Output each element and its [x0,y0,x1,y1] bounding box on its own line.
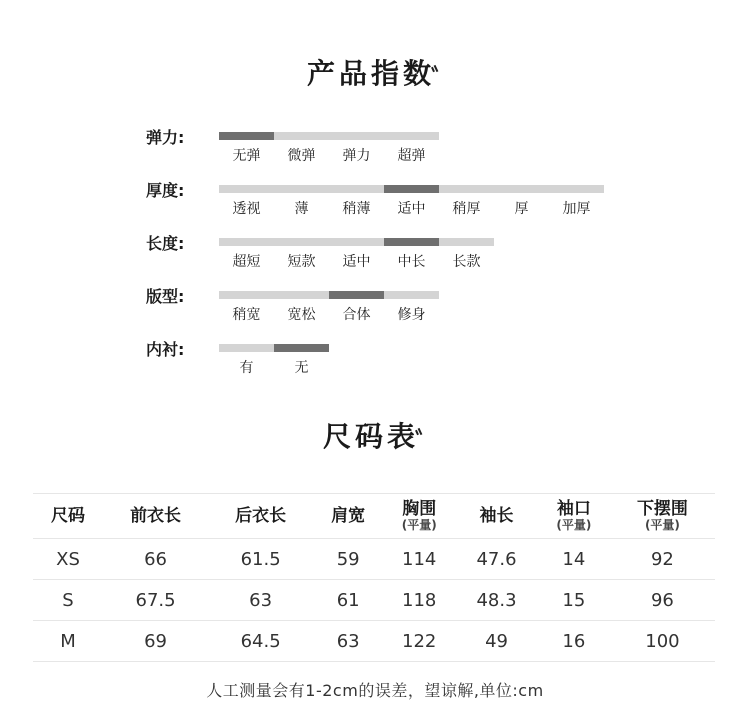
header-back-length: 后衣长 [208,494,313,539]
scale-segment-active [274,344,329,352]
spec-options [219,146,439,166]
cell-back-length: 64.5 [208,621,313,662]
spec-option-label: 合体 [342,307,371,323]
spec-option-label: 稍薄 [342,201,371,217]
spec-options [219,305,439,325]
scale-segment-active [384,185,439,193]
spec-option-label: 稍宽 [232,307,261,323]
spec-option-label: 短款 [287,254,316,270]
spec-row-length [0,234,750,274]
cell-shoulder: 61 [313,580,383,621]
cell-cuff: 16 [538,621,610,662]
scale-segment [274,132,329,140]
spec-scale-bar [219,291,439,299]
cell-chest: 122 [383,621,455,662]
spec-scale-bar [219,344,329,352]
cell-chest: 114 [383,539,455,580]
spec-label: 厚度: [146,181,185,200]
cell-back-length: 61.5 [208,539,313,580]
size-chart-title [0,415,750,455]
header-shoulder: 肩宽 [313,494,383,539]
spec-option-label: 加厚 [562,201,591,217]
spec-option-label: 修身 [397,307,426,323]
cell-shoulder: 59 [313,539,383,580]
spec-option-label: 稍厚 [452,201,481,217]
header-hem: 下摆围 (平量) [610,494,715,539]
spec-option-label: 无弹 [232,148,261,164]
header-chest: 胸围 (平量) [383,494,455,539]
scale-segment-active [329,291,384,299]
scale-segment-active [384,238,439,246]
spec-option-label: 弹力 [342,148,371,164]
cell-hem: 96 [610,580,715,621]
scale-segment-active [219,132,274,140]
spec-options [219,199,604,219]
scale-segment [219,344,274,352]
spec-option-label: 微弹 [287,148,316,164]
spec-scale-bar [219,238,494,246]
scale-segment [384,291,439,299]
spec-options [219,252,494,272]
spec-option-label: 适中 [397,201,426,217]
cell-back-length: 63 [208,580,313,621]
table-row [33,580,715,621]
spec-label: 版型: [146,287,185,306]
scale-segment [384,132,439,140]
scale-segment [219,238,274,246]
size-chart-title-text: 尺码表 [322,420,419,453]
table-row [33,621,715,662]
cell-sleeve-length: 47.6 [455,539,538,580]
scale-segment [329,238,384,246]
cell-chest: 118 [383,580,455,621]
size-table-header-row [33,494,715,539]
spec-option-label: 适中 [342,254,371,270]
scale-segment [274,238,329,246]
cell-size: XS [33,539,103,580]
spec-options [219,358,329,378]
cell-hem: 92 [610,539,715,580]
cell-front-length: 66 [103,539,208,580]
cell-sleeve-length: 48.3 [455,580,538,621]
spec-option-label: 厚 [514,201,529,217]
cell-cuff: 15 [538,580,610,621]
scale-segment [439,238,494,246]
scale-segment [219,291,274,299]
cell-cuff: 14 [538,539,610,580]
size-table [33,493,715,662]
scale-segment [274,291,329,299]
spec-row-lining [0,340,750,380]
spec-label: 长度: [146,234,185,253]
table-row [33,539,715,580]
cell-front-length: 69 [103,621,208,662]
scale-segment [219,185,274,193]
spec-row-thickness [0,181,750,221]
cell-size: M [33,621,103,662]
header-cuff: 袖口 (平量) [538,494,610,539]
spec-row-fit [0,287,750,327]
spec-label: 内衬: [146,340,185,359]
spec-option-label: 宽松 [287,307,316,323]
scale-segment [549,185,604,193]
spec-option-label: 透视 [232,201,261,217]
product-index-title [0,52,750,92]
spec-option-label: 有 [239,360,254,376]
scale-segment [439,185,494,193]
spec-option-label: 中长 [397,254,426,270]
measurement-note: 人工测量会有1-2cm的误差，望谅解,单位:cm [206,681,544,700]
spec-row-elasticity [0,128,750,168]
spec-option-label: 长款 [452,254,481,270]
spec-scale-bar [219,132,439,140]
header-sleeve-length: 袖长 [455,494,538,539]
product-index-title-text: 产品指数 [306,57,435,90]
cell-size: S [33,580,103,621]
scale-segment [494,185,549,193]
cell-hem: 100 [610,621,715,662]
scale-segment [329,185,384,193]
cell-front-length: 67.5 [103,580,208,621]
spec-option-label: 超短 [232,254,261,270]
spec-option-label: 超弹 [397,148,426,164]
spec-option-label: 薄 [294,201,309,217]
header-size: 尺码 [33,494,103,539]
scale-segment [329,132,384,140]
scale-segment [274,185,329,193]
cell-shoulder: 63 [313,621,383,662]
spec-label: 弹力: [146,128,185,147]
spec-scale-bar [219,185,604,193]
cell-sleeve-length: 49 [455,621,538,662]
header-front-length: 前衣长 [103,494,208,539]
spec-option-label: 无 [294,360,309,376]
